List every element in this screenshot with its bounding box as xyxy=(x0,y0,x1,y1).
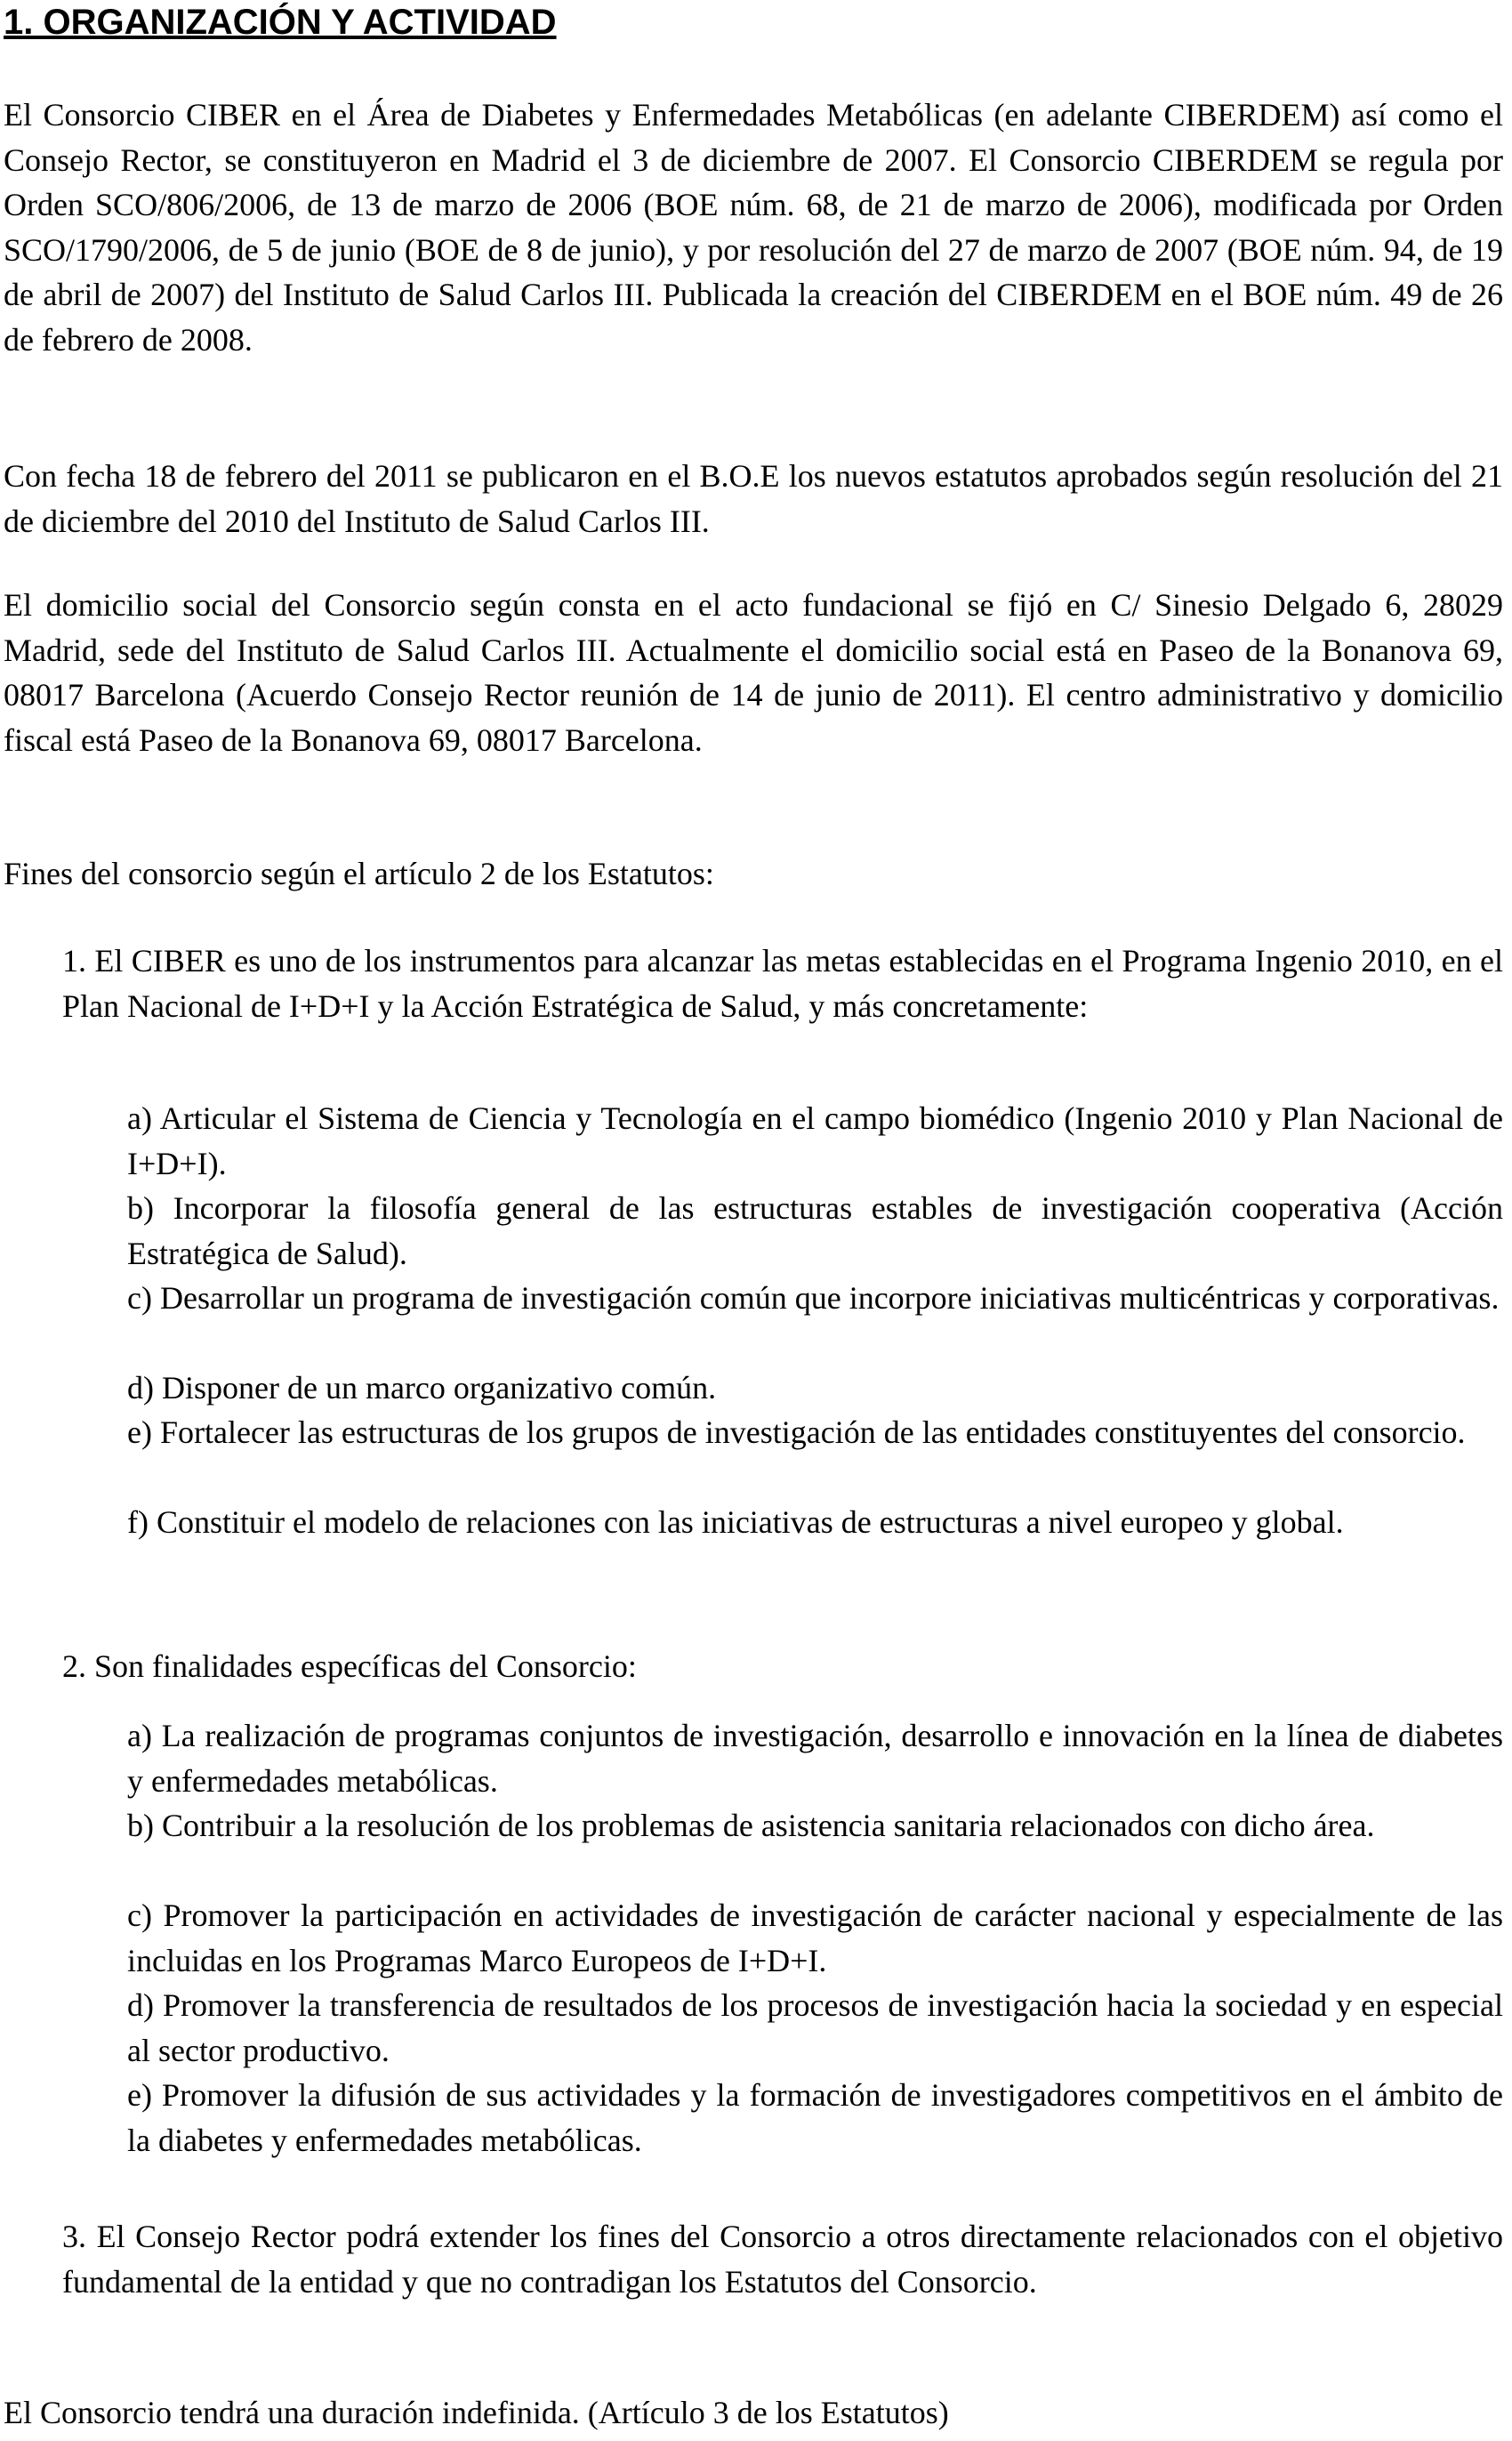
sub-item-text: f) Constituir el modelo de relaciones con las iniciativas de estructuras a nivel europeo y global. xyxy=(127,1504,1344,1540)
paragraph-text: Fines del consorcio según el artículo 2 de los Estatutos: xyxy=(4,856,714,891)
sub-item-text: b) Contribuir a la resolución de los problemas de asistencia sanitaria relacionados con dicho área. xyxy=(127,1808,1375,1843)
list-item-2-sub-b xyxy=(127,1803,1503,1849)
sub-item-text: e) Fortalecer las estructuras de los grupos de investigación de las entidades constituyentes del consorcio. xyxy=(127,1414,1466,1450)
list-item-1-sub-e xyxy=(127,1410,1503,1455)
list-item-text: 3. El Consejo Rector podrá extender los fines del Consorcio a otros directamente relacionados con el objetivo fundamental de la entidad y que no contradigan los Estatutos del Consorcio. xyxy=(62,2219,1503,2300)
list-item-2-sub-d xyxy=(127,1983,1503,2073)
list-item-2-sub-c xyxy=(127,1893,1503,1983)
list-item-1-sub-b xyxy=(127,1186,1503,1276)
sub-item-text: a) Articular el Sistema de Ciencia y Tecnología en el campo biomédico (Ingenio 2010 y Plan Nacional de I+D+I). xyxy=(127,1100,1503,1181)
section-heading: 1. ORGANIZACIÓN Y ACTIVIDAD xyxy=(4,3,557,42)
list-item-1-sub-a xyxy=(127,1096,1503,1186)
list-item-1-sub-d xyxy=(127,1366,1503,1411)
list-item-1 xyxy=(62,939,1503,1028)
sub-item-text: e) Promover la difusión de sus actividades y la formación de investigadores competitivos en el ámbito de la diabetes y enfermedades metabólicas. xyxy=(127,2077,1503,2158)
sub-item-text: d) Disponer de un marco organizativo común. xyxy=(127,1370,717,1406)
sub-item-text: a) La realización de programas conjuntos de investigación, desarrollo e innovación en la línea de diabetes y enfermedades metabólicas. xyxy=(127,1718,1503,1799)
list-item-2 xyxy=(62,1644,1503,1689)
list-item-2-sub-a xyxy=(127,1713,1503,1803)
paragraph-text: Con fecha 18 de febrero del 2011 se publicaron en el B.O.E los nuevos estatutos aprobados según resolución del 21 de diciembre del 2010 del Instituto de Salud Carlos III. xyxy=(4,458,1503,539)
list-item-2-sub-e xyxy=(127,2073,1503,2163)
paragraph-text: El Consorcio tendrá una duración indefinida. (Artículo 3 de los Estatutos) xyxy=(4,2395,949,2430)
list-item-text: 1. El CIBER es uno de los instrumentos para alcanzar las metas establecidas en el Programa Ingenio 2010, en el Plan Nacional de I+D+I y la Acción Estratégica de Salud, y más concretamente: xyxy=(62,943,1503,1024)
paragraph-statutes xyxy=(4,454,1503,544)
sub-item-text: c) Desarrollar un programa de investigación común que incorpore iniciativas multicéntricas y corporativas. xyxy=(127,1280,1500,1316)
paragraph-text: El Consorcio CIBER en el Área de Diabetes y Enfermedades Metabólicas (en adelante CIBERDEM) así como el Consejo Rector, se constituyeron en Madrid el 3 de diciembre de 2007. El Consorcio CIBERDEM se regula por Orden SCO/806/2006, de 13 de marzo de 2006 (BOE núm. 68, de 21 de marzo de 2006), modificada por Orden SCO/1790/2006, de 5 de junio (BOE de 8 de junio), y por resolución del 27 de marzo de 2007 (BOE núm. 94, de 19 de abril de 2007) del Instituto de Salud Carlos III. Publicada la creación del CIBERDEM en el BOE núm. 49 de 26 de febrero de 2008. xyxy=(4,97,1503,358)
paragraph-text: El domicilio social del Consorcio según consta en el acto fundacional se fijó en C/ Sinesio Delgado 6, 28029 Madrid, sede del Instituto de Salud Carlos III. Actualmente el domicilio social está en Paseo de la Bonanova 69, 08017 Barcelona (Acuerdo Consejo Rector reunión de 14 de junio de 2011). El centro administrativo y domicilio fiscal está Paseo de la Bonanova 69, 08017 Barcelona. xyxy=(4,587,1503,758)
sub-item-text: d) Promover la transferencia de resultados de los procesos de investigación hacia la sociedad y en especial al sector productivo. xyxy=(127,1987,1503,2068)
paragraph-duration xyxy=(4,2390,1503,2436)
list-item-text: 2. Son finalidades específicas del Consorcio: xyxy=(62,1648,637,1684)
sub-item-text: b) Incorporar la filosofía general de las estructuras estables de investigación cooperativa (Acción Estratégica de Salud). xyxy=(127,1190,1503,1271)
sub-item-text: c) Promover la participación en actividades de investigación de carácter nacional y especialmente de las incluidas en los Programas Marco Europeos de I+D+I. xyxy=(127,1897,1503,1978)
paragraph-purposes-intro xyxy=(4,851,1503,897)
list-item-1-sub-c xyxy=(127,1276,1503,1321)
list-item-3 xyxy=(62,2214,1503,2304)
paragraph-constitution xyxy=(4,93,1503,362)
paragraph-domicile xyxy=(4,583,1503,762)
list-item-1-sub-f xyxy=(127,1500,1503,1545)
